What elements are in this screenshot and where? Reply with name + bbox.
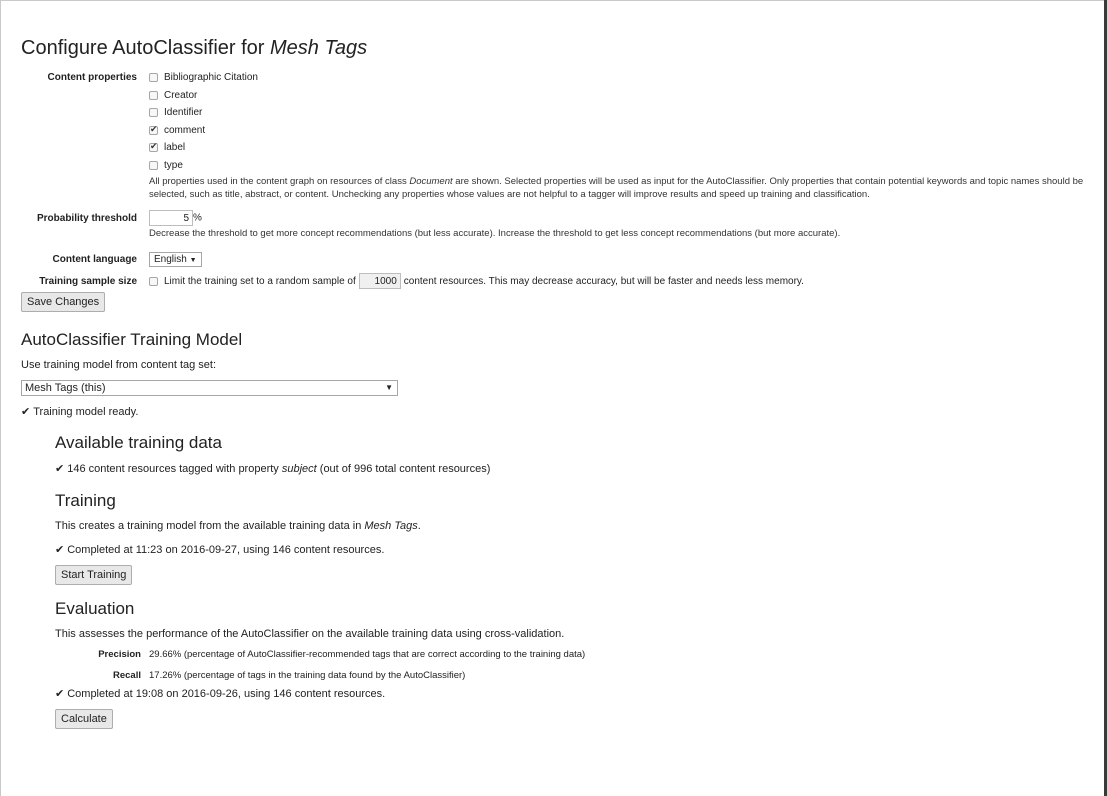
property-option[interactable]: Creator <box>149 87 1091 105</box>
evaluation-title: Evaluation <box>55 599 135 618</box>
content-properties-help: All properties used in the content graph on resources of class Document are shown. Selected properties will be used as input for the AutoClassifier. Only properties that contain potential keywords and topic names should be selected, such as title, abstract, or content. Unchecking any properties whose values are not helpful to a tagger will improve results and speed up training and classification. <box>149 176 1084 200</box>
recall-value: 17.26% (percentage of tags in the training data found by the AutoClassifier) <box>149 670 466 681</box>
content-language-label: Content language <box>52 254 137 265</box>
limit-sample-checkbox[interactable] <box>149 277 158 286</box>
check-icon: ✔ <box>55 544 65 556</box>
probability-threshold-input[interactable]: 5 <box>149 210 193 226</box>
available-training-data-title: Available training data <box>55 433 222 452</box>
content-properties-row <box>21 69 1091 201</box>
content-language-row <box>21 252 1091 267</box>
window-top-border <box>0 0 1107 1</box>
precision-label: Precision <box>98 649 141 660</box>
available-training-data-status: ✔ 146 content resources tagged with property subject (out of 996 total content resources) <box>55 463 491 475</box>
training-sample-size-label: Training sample size <box>39 275 137 287</box>
content-properties-label: Content properties <box>47 72 137 83</box>
training-model-select[interactable]: Mesh Tags (this) ▼ <box>21 380 398 396</box>
training-description: This creates a training model from the available training data in Mesh Tags. <box>55 520 421 532</box>
property-option[interactable]: Bibliographic Citation <box>149 69 1091 87</box>
property-option[interactable]: ✔ comment <box>149 122 1091 140</box>
training-model-title: AutoClassifier Training Model <box>21 330 243 349</box>
evaluation-description: This assesses the performance of the AutoClassifier on the available training data using cross-validation. <box>55 628 565 640</box>
property-option[interactable]: type <box>149 157 1091 175</box>
probability-unit: % <box>193 212 202 224</box>
check-icon: ✔ <box>55 688 65 700</box>
start-training-button[interactable]: Start Training <box>55 565 132 585</box>
property-checkbox-label[interactable] <box>149 143 158 152</box>
use-training-model-label: Use training model from content tag set: <box>21 359 217 371</box>
precision-row <box>21 644 1091 665</box>
recall-label: Recall <box>113 670 141 681</box>
content-language-field <box>149 252 1091 267</box>
chevron-down-icon: ▼ <box>189 257 197 264</box>
property-checkbox-creator[interactable] <box>149 91 158 100</box>
sample-size-input[interactable]: 1000 <box>359 273 401 289</box>
page-title-tagset: Mesh Tags <box>270 37 368 59</box>
check-icon: ✔ <box>21 406 31 418</box>
save-changes-button[interactable]: Save Changes <box>21 292 105 312</box>
probability-threshold-field <box>149 210 1091 240</box>
training-sample-size-field: Limit the training set to a random sample of 1000 content resources. This may decrease accuracy, but will be faster and needs less memory. <box>149 273 1091 289</box>
precision-value: 29.66% (percentage of AutoClassifier-recommended tags that are correct according to the training data) <box>149 649 586 660</box>
probability-threshold-help: Decrease the threshold to get more concept recommendations (but less accurate). Increase the threshold to get less concept recommendations (but more accurate). <box>149 228 841 239</box>
window-left-border <box>0 0 1 796</box>
training-sample-size-row <box>21 273 1091 289</box>
content-properties-field <box>149 69 1091 201</box>
check-icon: ✔ <box>55 463 65 475</box>
recall-row <box>21 665 1091 686</box>
probability-threshold-row <box>21 210 1091 240</box>
page-content <box>21 37 1091 729</box>
property-checkbox-bibliographic-citation[interactable] <box>149 73 158 82</box>
property-checkbox-identifier[interactable] <box>149 108 158 117</box>
training-title: Training <box>55 491 116 510</box>
property-checkbox-type[interactable] <box>149 161 158 170</box>
property-checkbox-comment[interactable] <box>149 126 158 135</box>
training-status: ✔ Completed at 11:23 on 2016-09-27, using 146 content resources. <box>55 544 385 556</box>
property-option[interactable]: ✔ label <box>149 139 1091 157</box>
property-option[interactable]: Identifier <box>149 104 1091 122</box>
content-language-select[interactable]: English ▼ <box>149 252 202 267</box>
evaluation-status: ✔ Completed at 19:08 on 2016-09-26, using 146 content resources. <box>55 688 386 700</box>
calculate-button[interactable]: Calculate <box>55 709 113 729</box>
chevron-down-icon: ▼ <box>385 383 393 392</box>
training-model-status: ✔ Training model ready. <box>21 406 139 418</box>
probability-threshold-label: Probability threshold <box>36 213 137 224</box>
page-title: Configure AutoClassifier for Mesh Tags <box>21 37 368 59</box>
